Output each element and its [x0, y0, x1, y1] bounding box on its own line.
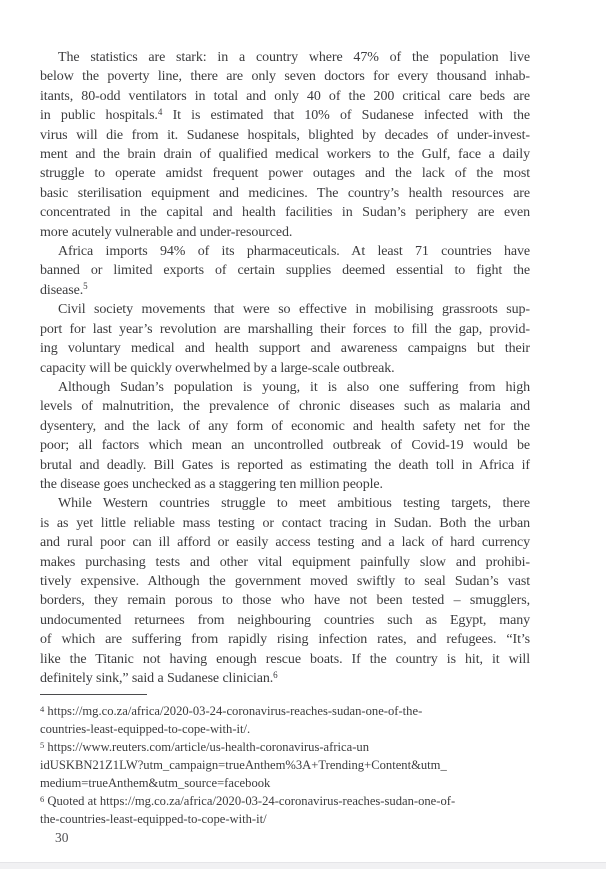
text-line: itants, 80-odd ventilators in total and only 40 of the 200 critical care beds are	[40, 88, 530, 104]
text-line: below the poverty line, there are only seven doctors for every thousand inhab-	[40, 69, 530, 85]
text-line: more acutely vulnerable and under-resourced.	[40, 224, 293, 240]
paragraph	[40, 378, 530, 494]
text-line: basic sterilisation equipment and medicines. The country’s health resources are	[40, 185, 530, 201]
text-line: of which are suffering from rapidly rising infection rates, and refugees. “It’s	[40, 632, 530, 648]
body-text	[40, 48, 530, 688]
text-line: Civil society movements that were so effective in mobilising grassroots sup-	[58, 302, 530, 318]
footnote-line: $^6$ Quoted at https://mg.co.za/africa/2020-03-24-coronavirus-reaches-sudan-one-of-	[40, 793, 456, 808]
text-line: poor; all factors which mean an uncontrolled outbreak of Covid-19 would be	[40, 438, 530, 454]
paragraph	[40, 242, 530, 300]
paragraph	[40, 48, 530, 242]
text-line: The statistics are stark: in a country where 47% of the population live	[58, 50, 530, 65]
footnote-marker: 5	[40, 739, 45, 750]
text-line: ment and the brain drain of qualified medical workers to the Gulf, face a daily	[40, 147, 530, 163]
text-line: While Western countries struggle to meet ambitious testing targets, there	[58, 496, 530, 512]
text-line: borders, they remain porous to those who have not been tested – smugglers,	[40, 593, 530, 609]
page-bottom-edge	[0, 862, 606, 869]
text-line: tively expensive. Although the government moved swiftly to seal Sudan’s vast	[40, 573, 530, 589]
footnote-marker: 4	[40, 703, 45, 714]
text-line: concentrated in the capital and health facilities in Sudan’s periphery are even	[40, 205, 530, 221]
text-line: ing voluntary medical and health support and awareness campaigns but their	[40, 341, 530, 357]
text-line: definitely sink,” said a Sudanese clinician.$^6$	[40, 669, 278, 686]
page-number: 30	[55, 830, 69, 845]
text-line: and rural poor can ill afford or easily access testing and a lack of hard currency	[40, 535, 530, 551]
footnote-ref: 4	[157, 106, 163, 117]
text-line: capacity will be quickly overwhelmed by a large-scale outbreak.	[40, 360, 395, 376]
text-line: port for last year’s revolution are marshalling their forces to fill the gap, provid-	[40, 321, 530, 337]
text-line: struggle to operate amidst frequent power outages and the lack of the most	[40, 166, 530, 182]
text-line: disease.$^5$	[40, 281, 88, 298]
footnote-line: medium=trueAnthem&utm_source=facebook	[40, 776, 271, 790]
footnote-ref: 5	[83, 281, 88, 292]
footnote-marker: 6	[40, 793, 45, 804]
footnotes	[40, 702, 545, 828]
text-line: undocumented returnees from neighbouring countries such as Egypt, many	[40, 612, 530, 628]
text-line: levels of malnutrition, the prevalence of chronic diseases such as malaria and	[40, 399, 530, 415]
footnote-line: the-countries-least-equipped-to-cope-with-it/	[40, 812, 267, 826]
text-line: virus will die from it. Sudanese hospitals, blighted by decades of under-invest-	[40, 127, 530, 143]
footnote-line: $^4$ https://mg.co.za/africa/2020-03-24-coronavirus-reaches-sudan-one-of-the-	[40, 703, 423, 718]
text-line: makes purchasing tests and other vital equipment painfully slow and prohibi-	[40, 554, 530, 570]
paragraph	[40, 300, 530, 378]
text-line: is as yet little reliable mass testing or contact tracing in Sudan. Both the urban	[40, 515, 530, 531]
footnote-ref: 6	[273, 669, 278, 680]
footnote-line: idUSKBN21Z1LW?utm_campaign=trueAnthem%3A+Trending+Content&utm_	[40, 758, 447, 772]
text-line: brutal and deadly. Bill Gates is reported as estimating the death toll in Africa if	[40, 457, 530, 473]
text-line: banned or limited exports of certain supplies deemed essential to fight the	[40, 263, 530, 279]
footnote-line: countries-least-equipped-to-cope-with-it/.	[40, 722, 251, 736]
paragraph	[40, 494, 530, 688]
footnote-line: $^5$ https://www.reuters.com/article/us-health-coronavirus-africa-un	[40, 739, 369, 754]
text-line: like the Titanic not having enough rescue boats. If the country is hit, it will	[40, 651, 530, 667]
footnote-separator	[40, 694, 147, 695]
text-line: dysentery, and the lack of any form of economic and health safety net for the	[40, 418, 530, 434]
text-line: the disease goes unchecked as a staggering ten million people.	[40, 476, 383, 492]
text-line: Africa imports 94% of its pharmaceuticals. At least 71 countries have	[58, 244, 530, 260]
text-line: in public hospitals.$^4$ It is estimated that 10% of Sudanese infected with the	[40, 106, 530, 124]
text-line: Although Sudan’s population is young, it is also one suffering from high	[58, 379, 530, 395]
